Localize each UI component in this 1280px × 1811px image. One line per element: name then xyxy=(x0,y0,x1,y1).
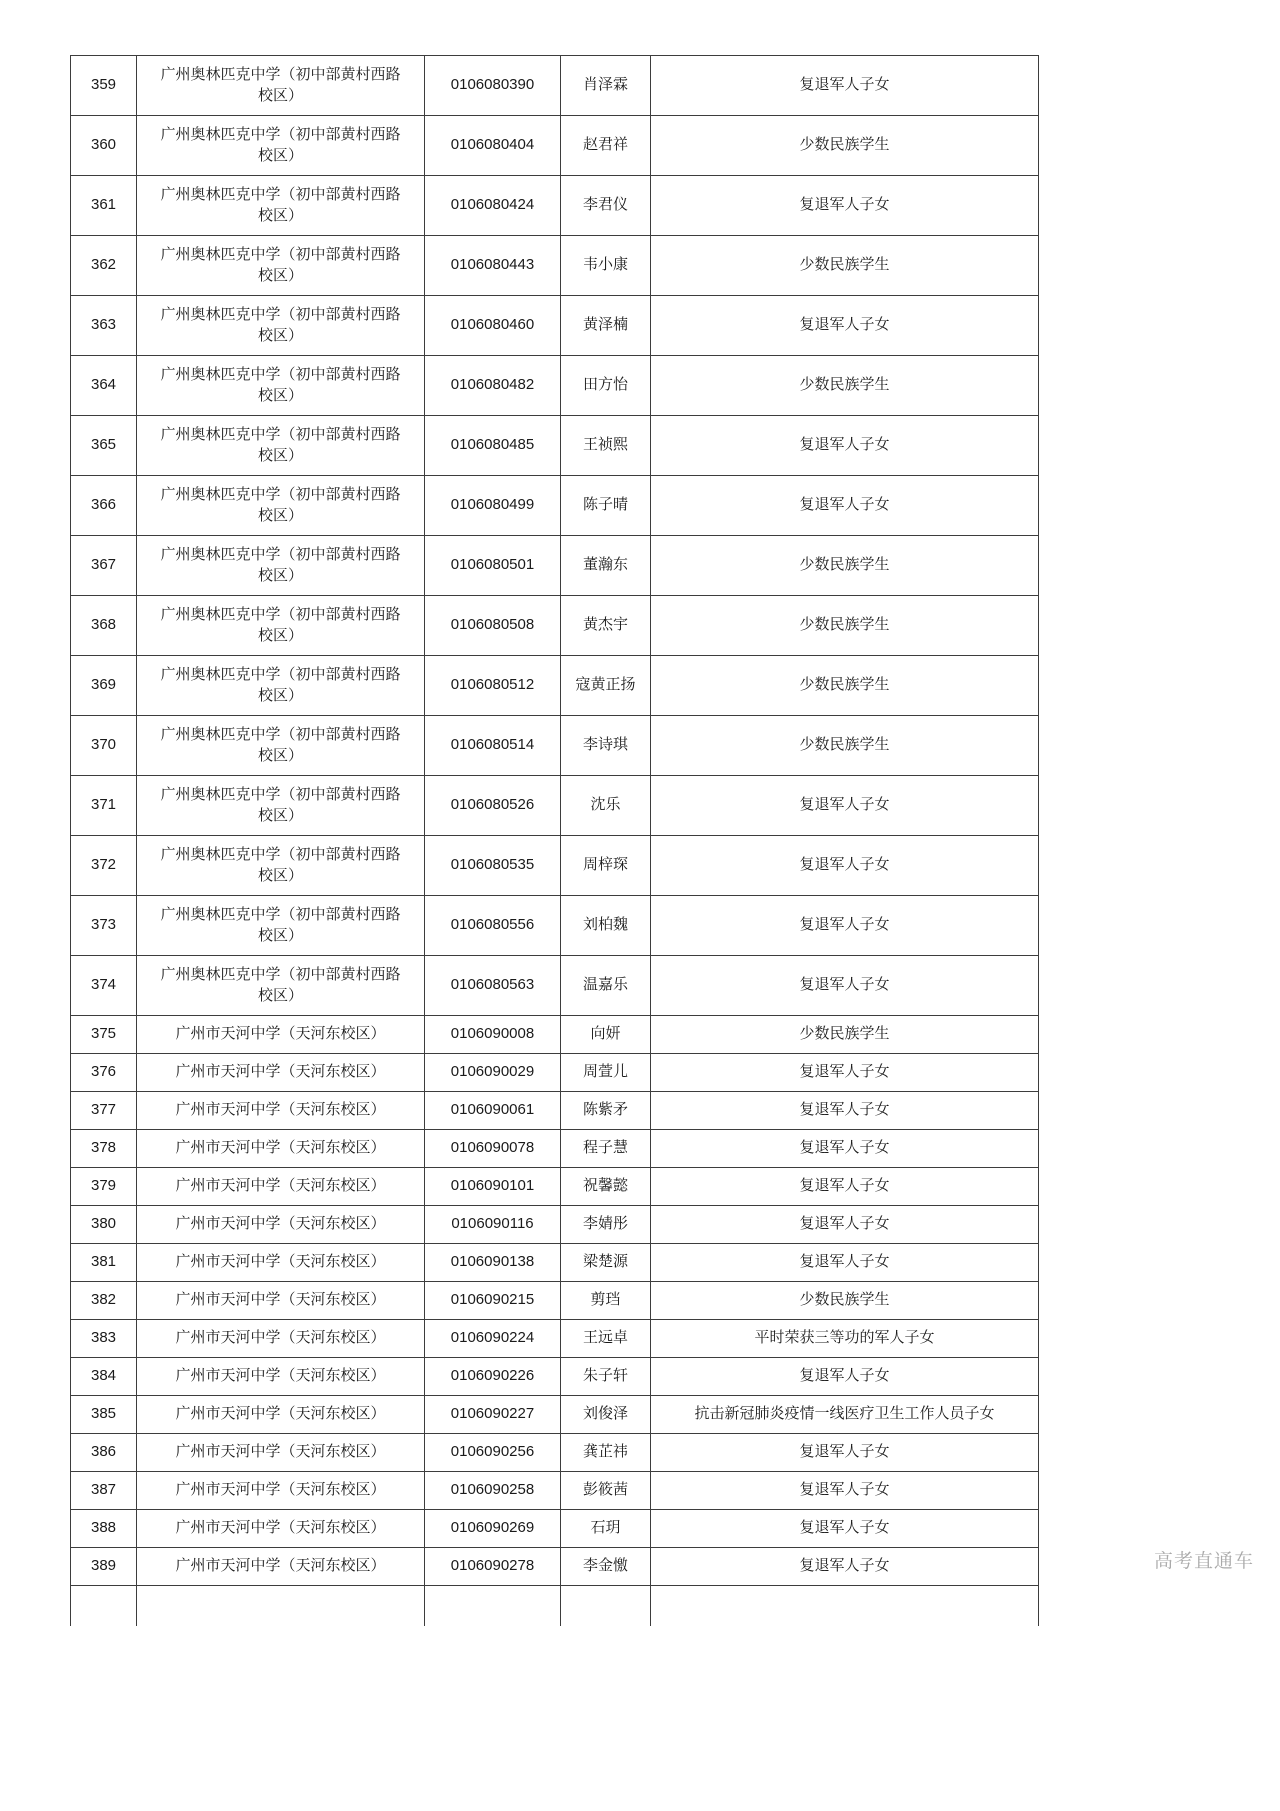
table-row xyxy=(71,1472,1039,1510)
watermark: 高考直通车 xyxy=(1153,1551,1254,1572)
cell-category: 复退军人子女 xyxy=(651,1472,1039,1510)
table-row xyxy=(71,716,1039,776)
table-row xyxy=(71,1320,1039,1358)
student-table-body xyxy=(71,56,1039,1627)
cell-school: 广州市天河中学（天河东校区） xyxy=(137,1206,425,1244)
cell-school: 广州奥林匹克中学（初中部黄村西路校区） xyxy=(137,56,425,116)
cell-no: 367 xyxy=(71,536,137,596)
cell-school: 广州市天河中学（天河东校区） xyxy=(137,1358,425,1396)
cell-category: 少数民族学生 xyxy=(651,536,1039,596)
cell-name: 石玥 xyxy=(561,1510,651,1548)
cell-name: 韦小康 xyxy=(561,236,651,296)
empty-cell xyxy=(651,1586,1039,1627)
cell-category: 复退军人子女 xyxy=(651,836,1039,896)
cell-code: 0106080514 xyxy=(425,716,561,776)
cell-name: 李金憿 xyxy=(561,1548,651,1586)
cell-name: 陈子晴 xyxy=(561,476,651,536)
cell-code: 0106080526 xyxy=(425,776,561,836)
cell-school: 广州奥林匹克中学（初中部黄村西路校区） xyxy=(137,116,425,176)
cell-no: 374 xyxy=(71,956,137,1016)
cell-school: 广州市天河中学（天河东校区） xyxy=(137,1016,425,1054)
table-row xyxy=(71,1510,1039,1548)
cell-code: 0106090215 xyxy=(425,1282,561,1320)
cell-category: 复退军人子女 xyxy=(651,1510,1039,1548)
table-row xyxy=(71,1016,1039,1054)
cell-no: 373 xyxy=(71,896,137,956)
cell-category: 少数民族学生 xyxy=(651,1016,1039,1054)
table-row xyxy=(71,1092,1039,1130)
cell-name: 董瀚东 xyxy=(561,536,651,596)
cell-no: 387 xyxy=(71,1472,137,1510)
cell-school: 广州奥林匹克中学（初中部黄村西路校区） xyxy=(137,716,425,776)
cell-name: 李婧彤 xyxy=(561,1206,651,1244)
table-row xyxy=(71,896,1039,956)
cell-code: 0106080501 xyxy=(425,536,561,596)
cell-no: 375 xyxy=(71,1016,137,1054)
cell-no: 377 xyxy=(71,1092,137,1130)
cell-school: 广州市天河中学（天河东校区） xyxy=(137,1244,425,1282)
cell-no: 359 xyxy=(71,56,137,116)
cell-code: 0106080424 xyxy=(425,176,561,236)
cell-no: 378 xyxy=(71,1130,137,1168)
cell-code: 0106090008 xyxy=(425,1016,561,1054)
cell-no: 362 xyxy=(71,236,137,296)
cell-no: 382 xyxy=(71,1282,137,1320)
cell-code: 0106090061 xyxy=(425,1092,561,1130)
cell-name: 黄杰宇 xyxy=(561,596,651,656)
cell-no: 389 xyxy=(71,1548,137,1586)
table-row xyxy=(71,1434,1039,1472)
table-row xyxy=(71,1358,1039,1396)
cell-no: 372 xyxy=(71,836,137,896)
cell-school: 广州奥林匹克中学（初中部黄村西路校区） xyxy=(137,656,425,716)
cell-school: 广州市天河中学（天河东校区） xyxy=(137,1510,425,1548)
cell-name: 温嘉乐 xyxy=(561,956,651,1016)
cell-school: 广州奥林匹克中学（初中部黄村西路校区） xyxy=(137,476,425,536)
cell-name: 剪珰 xyxy=(561,1282,651,1320)
table-row xyxy=(71,956,1039,1016)
table-row xyxy=(71,116,1039,176)
cell-no: 386 xyxy=(71,1434,137,1472)
cell-name: 肖泽霖 xyxy=(561,56,651,116)
cell-no: 360 xyxy=(71,116,137,176)
cell-school: 广州市天河中学（天河东校区） xyxy=(137,1054,425,1092)
cell-no: 376 xyxy=(71,1054,137,1092)
cell-no: 366 xyxy=(71,476,137,536)
cell-name: 刘俊泽 xyxy=(561,1396,651,1434)
cell-code: 0106090138 xyxy=(425,1244,561,1282)
student-table xyxy=(70,55,1039,1626)
table-row xyxy=(71,1548,1039,1586)
cell-code: 0106090269 xyxy=(425,1510,561,1548)
cell-no: 364 xyxy=(71,356,137,416)
cell-code: 0106090226 xyxy=(425,1358,561,1396)
cell-name: 陈紫矛 xyxy=(561,1092,651,1130)
cell-name: 龚芷祎 xyxy=(561,1434,651,1472)
cell-category: 少数民族学生 xyxy=(651,356,1039,416)
cell-school: 广州奥林匹克中学（初中部黄村西路校区） xyxy=(137,896,425,956)
table-row xyxy=(71,416,1039,476)
cell-category: 少数民族学生 xyxy=(651,656,1039,716)
cell-category: 复退军人子女 xyxy=(651,896,1039,956)
cell-code: 0106090224 xyxy=(425,1320,561,1358)
cell-code: 0106090029 xyxy=(425,1054,561,1092)
cell-code: 0106080390 xyxy=(425,56,561,116)
cell-name: 刘柏魏 xyxy=(561,896,651,956)
cell-name: 黄泽楠 xyxy=(561,296,651,356)
cell-code: 0106090278 xyxy=(425,1548,561,1586)
cell-school: 广州奥林匹克中学（初中部黄村西路校区） xyxy=(137,776,425,836)
cell-code: 0106080460 xyxy=(425,296,561,356)
cell-no: 365 xyxy=(71,416,137,476)
cell-no: 368 xyxy=(71,596,137,656)
cell-school: 广州市天河中学（天河东校区） xyxy=(137,1130,425,1168)
table-row xyxy=(71,536,1039,596)
table-row xyxy=(71,1130,1039,1168)
cell-code: 0106080535 xyxy=(425,836,561,896)
table-row xyxy=(71,1282,1039,1320)
partial-row xyxy=(71,1586,1039,1627)
cell-category: 少数民族学生 xyxy=(651,116,1039,176)
cell-category: 复退军人子女 xyxy=(651,1168,1039,1206)
cell-code: 0106080443 xyxy=(425,236,561,296)
cell-school: 广州市天河中学（天河东校区） xyxy=(137,1548,425,1586)
cell-name: 赵君祥 xyxy=(561,116,651,176)
cell-no: 384 xyxy=(71,1358,137,1396)
cell-code: 0106090101 xyxy=(425,1168,561,1206)
table-row xyxy=(71,476,1039,536)
cell-category: 复退军人子女 xyxy=(651,1434,1039,1472)
empty-cell xyxy=(425,1586,561,1627)
table-row xyxy=(71,656,1039,716)
cell-name: 寇黄正扬 xyxy=(561,656,651,716)
table-row xyxy=(71,296,1039,356)
cell-school: 广州奥林匹克中学（初中部黄村西路校区） xyxy=(137,356,425,416)
cell-no: 369 xyxy=(71,656,137,716)
cell-code: 0106080482 xyxy=(425,356,561,416)
cell-no: 361 xyxy=(71,176,137,236)
cell-school: 广州奥林匹克中学（初中部黄村西路校区） xyxy=(137,956,425,1016)
cell-no: 363 xyxy=(71,296,137,356)
cell-school: 广州奥林匹克中学（初中部黄村西路校区） xyxy=(137,596,425,656)
cell-code: 0106080508 xyxy=(425,596,561,656)
cell-school: 广州奥林匹克中学（初中部黄村西路校区） xyxy=(137,536,425,596)
cell-code: 0106080563 xyxy=(425,956,561,1016)
table-row xyxy=(71,1396,1039,1434)
cell-category: 平时荣获三等功的军人子女 xyxy=(651,1320,1039,1358)
cell-category: 抗击新冠肺炎疫情一线医疗卫生工作人员子女 xyxy=(651,1396,1039,1434)
cell-name: 程子慧 xyxy=(561,1130,651,1168)
cell-category: 少数民族学生 xyxy=(651,236,1039,296)
cell-no: 383 xyxy=(71,1320,137,1358)
cell-school: 广州奥林匹克中学（初中部黄村西路校区） xyxy=(137,416,425,476)
table-row xyxy=(71,1244,1039,1282)
cell-category: 复退军人子女 xyxy=(651,1548,1039,1586)
cell-category: 复退军人子女 xyxy=(651,416,1039,476)
cell-category: 复退军人子女 xyxy=(651,1092,1039,1130)
cell-no: 380 xyxy=(71,1206,137,1244)
table-row xyxy=(71,356,1039,416)
cell-school: 广州奥林匹克中学（初中部黄村西路校区） xyxy=(137,236,425,296)
cell-no: 388 xyxy=(71,1510,137,1548)
cell-name: 沈乐 xyxy=(561,776,651,836)
cell-name: 祝馨懿 xyxy=(561,1168,651,1206)
cell-school: 广州市天河中学（天河东校区） xyxy=(137,1320,425,1358)
cell-no: 370 xyxy=(71,716,137,776)
table-row xyxy=(71,836,1039,896)
cell-category: 复退军人子女 xyxy=(651,1054,1039,1092)
cell-no: 381 xyxy=(71,1244,137,1282)
cell-school: 广州市天河中学（天河东校区） xyxy=(137,1282,425,1320)
cell-name: 李诗琪 xyxy=(561,716,651,776)
cell-name: 向妍 xyxy=(561,1016,651,1054)
cell-code: 0106080512 xyxy=(425,656,561,716)
table-row xyxy=(71,1168,1039,1206)
cell-school: 广州奥林匹克中学（初中部黄村西路校区） xyxy=(137,176,425,236)
cell-code: 0106090227 xyxy=(425,1396,561,1434)
cell-name: 彭筱茜 xyxy=(561,1472,651,1510)
cell-category: 少数民族学生 xyxy=(651,1282,1039,1320)
cell-category: 复退军人子女 xyxy=(651,176,1039,236)
cell-school: 广州市天河中学（天河东校区） xyxy=(137,1168,425,1206)
cell-school: 广州市天河中学（天河东校区） xyxy=(137,1434,425,1472)
cell-category: 复退军人子女 xyxy=(651,1244,1039,1282)
cell-category: 复退军人子女 xyxy=(651,1358,1039,1396)
table-row xyxy=(71,596,1039,656)
cell-category: 复退军人子女 xyxy=(651,776,1039,836)
cell-school: 广州奥林匹克中学（初中部黄村西路校区） xyxy=(137,836,425,896)
cell-name: 周萱儿 xyxy=(561,1054,651,1092)
cell-category: 复退军人子女 xyxy=(651,1130,1039,1168)
cell-school: 广州市天河中学（天河东校区） xyxy=(137,1092,425,1130)
cell-no: 371 xyxy=(71,776,137,836)
cell-category: 复退军人子女 xyxy=(651,476,1039,536)
cell-code: 0106090116 xyxy=(425,1206,561,1244)
cell-category: 少数民族学生 xyxy=(651,596,1039,656)
table-row xyxy=(71,1054,1039,1092)
cell-name: 王祯熙 xyxy=(561,416,651,476)
table-row xyxy=(71,236,1039,296)
cell-name: 李君仪 xyxy=(561,176,651,236)
empty-cell xyxy=(561,1586,651,1627)
cell-school: 广州奥林匹克中学（初中部黄村西路校区） xyxy=(137,296,425,356)
cell-category: 复退军人子女 xyxy=(651,956,1039,1016)
cell-code: 0106080404 xyxy=(425,116,561,176)
cell-school: 广州市天河中学（天河东校区） xyxy=(137,1396,425,1434)
cell-code: 0106080485 xyxy=(425,416,561,476)
cell-category: 复退军人子女 xyxy=(651,56,1039,116)
cell-code: 0106080499 xyxy=(425,476,561,536)
cell-name: 田方怡 xyxy=(561,356,651,416)
cell-name: 梁楚源 xyxy=(561,1244,651,1282)
cell-code: 0106090078 xyxy=(425,1130,561,1168)
cell-school: 广州市天河中学（天河东校区） xyxy=(137,1472,425,1510)
table-row xyxy=(71,1206,1039,1244)
cell-category: 复退军人子女 xyxy=(651,1206,1039,1244)
empty-cell xyxy=(137,1586,425,1627)
cell-category: 复退军人子女 xyxy=(651,296,1039,356)
cell-code: 0106090256 xyxy=(425,1434,561,1472)
table-row xyxy=(71,776,1039,836)
cell-code: 0106080556 xyxy=(425,896,561,956)
cell-category: 少数民族学生 xyxy=(651,716,1039,776)
table-row xyxy=(71,56,1039,116)
cell-code: 0106090258 xyxy=(425,1472,561,1510)
cell-name: 周梓琛 xyxy=(561,836,651,896)
cell-name: 朱子轩 xyxy=(561,1358,651,1396)
table-row xyxy=(71,176,1039,236)
cell-name: 王远卓 xyxy=(561,1320,651,1358)
cell-no: 379 xyxy=(71,1168,137,1206)
empty-cell xyxy=(71,1586,137,1627)
cell-no: 385 xyxy=(71,1396,137,1434)
